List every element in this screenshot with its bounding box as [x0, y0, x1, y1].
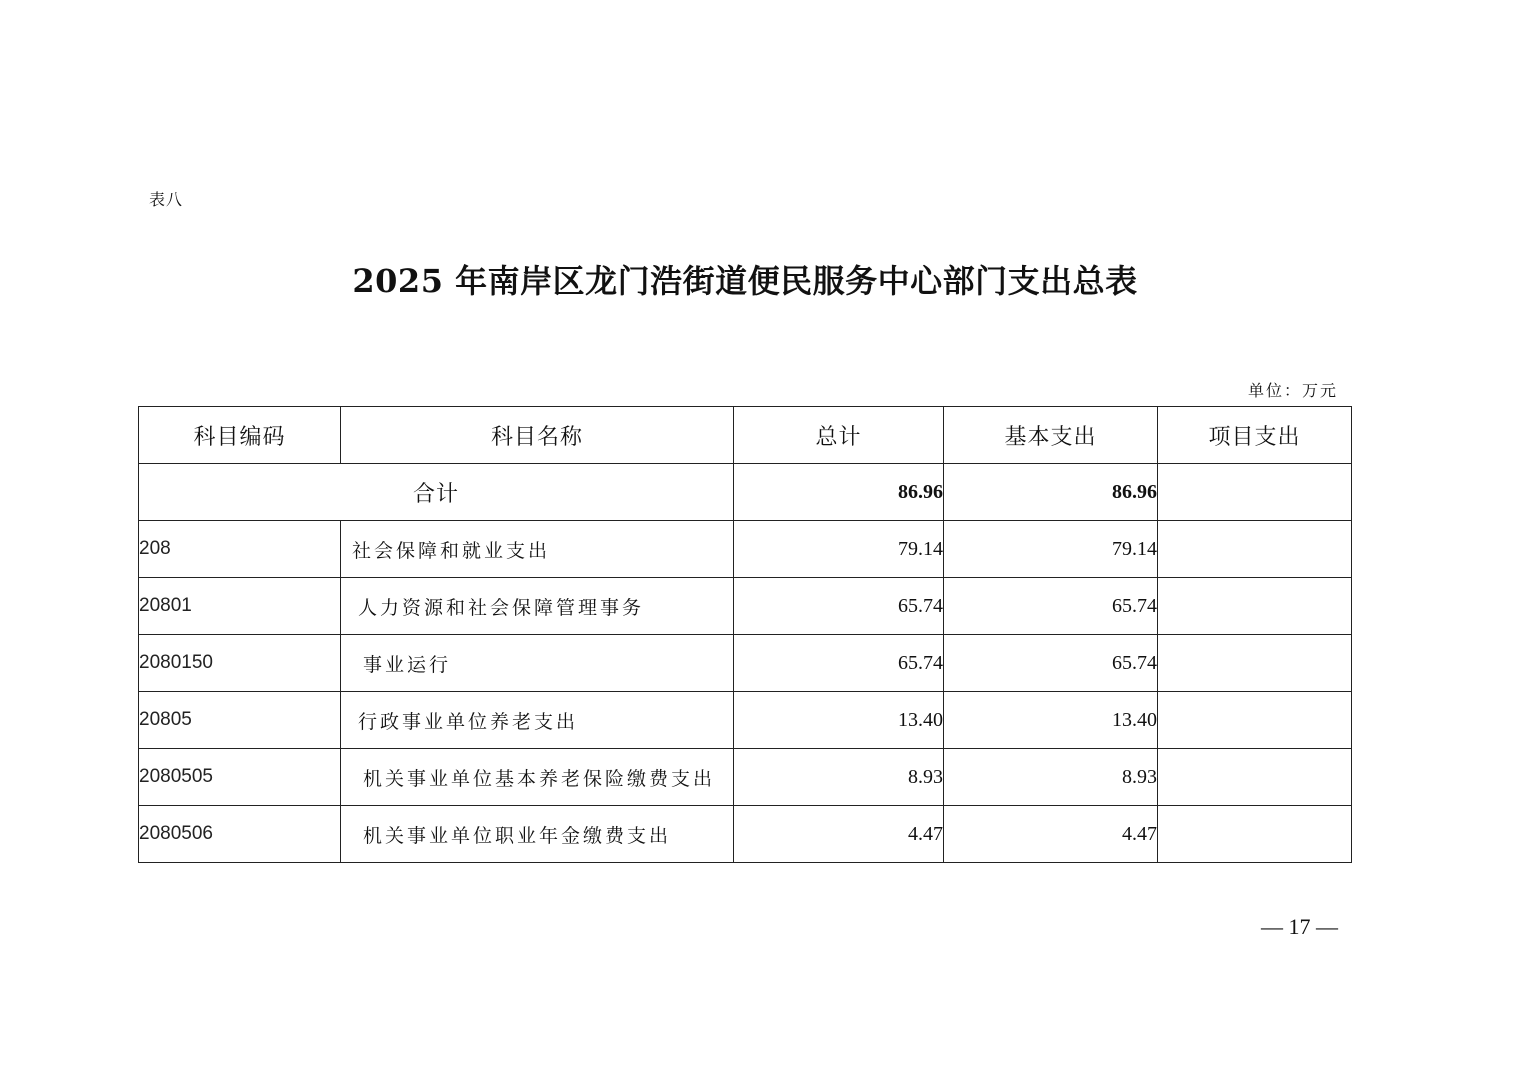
row-code: 2080150: [139, 635, 341, 692]
total-row-project: [1158, 464, 1352, 521]
table-header-row: [139, 407, 1352, 464]
column-header-project: 项目支出: [1158, 407, 1352, 464]
row-total: 8.93: [734, 749, 944, 806]
row-basic: 4.47: [944, 806, 1158, 863]
expense-table: [138, 406, 1352, 863]
table-label: 表八: [149, 190, 184, 209]
row-code: 2080506: [139, 806, 341, 863]
row-project: [1158, 635, 1352, 692]
row-project: [1158, 692, 1352, 749]
column-header-code: 科目编码: [139, 407, 341, 464]
row-total: 4.47: [734, 806, 944, 863]
row-name: 事业运行: [341, 635, 734, 692]
table-row: [139, 806, 1352, 863]
row-project: [1158, 749, 1352, 806]
row-name: 机关事业单位基本养老保险缴费支出: [341, 749, 734, 806]
table-row: [139, 635, 1352, 692]
row-code: 208: [139, 521, 341, 578]
row-basic: 65.74: [944, 578, 1158, 635]
table-row: [139, 692, 1352, 749]
row-name: 行政事业单位养老支出: [341, 692, 734, 749]
unit-label: 单位：万元: [1247, 381, 1338, 400]
row-basic: 65.74: [944, 635, 1158, 692]
total-row-basic: 86.96: [944, 464, 1158, 521]
page-number: — 17 —: [1261, 914, 1338, 939]
row-name: 社会保障和就业支出: [341, 521, 734, 578]
table-total-row: [139, 464, 1352, 521]
row-name: 机关事业单位职业年金缴费支出: [341, 806, 734, 863]
row-basic: 8.93: [944, 749, 1158, 806]
row-name: 人力资源和社会保障管理事务: [341, 578, 734, 635]
row-total: 79.14: [734, 521, 944, 578]
row-basic: 13.40: [944, 692, 1158, 749]
row-code: 2080505: [139, 749, 341, 806]
total-row-label: 合计: [139, 464, 734, 521]
row-total: 65.74: [734, 578, 944, 635]
row-project: [1158, 521, 1352, 578]
row-project: [1158, 806, 1352, 863]
row-code: 20801: [139, 578, 341, 635]
table-row: [139, 521, 1352, 578]
table-row: [139, 578, 1352, 635]
row-basic: 79.14: [944, 521, 1158, 578]
table-row: [139, 749, 1352, 806]
total-row-total: 86.96: [734, 464, 944, 521]
column-header-basic: 基本支出: [944, 407, 1158, 464]
row-project: [1158, 578, 1352, 635]
column-header-name: 科目名称: [341, 407, 734, 464]
row-code: 20805: [139, 692, 341, 749]
row-total: 13.40: [734, 692, 944, 749]
column-header-total: 总计: [734, 407, 944, 464]
row-total: 65.74: [734, 635, 944, 692]
page-title: 2025 年南岸区龙门浩街道便民服务中心部门支出总表: [352, 262, 1138, 300]
